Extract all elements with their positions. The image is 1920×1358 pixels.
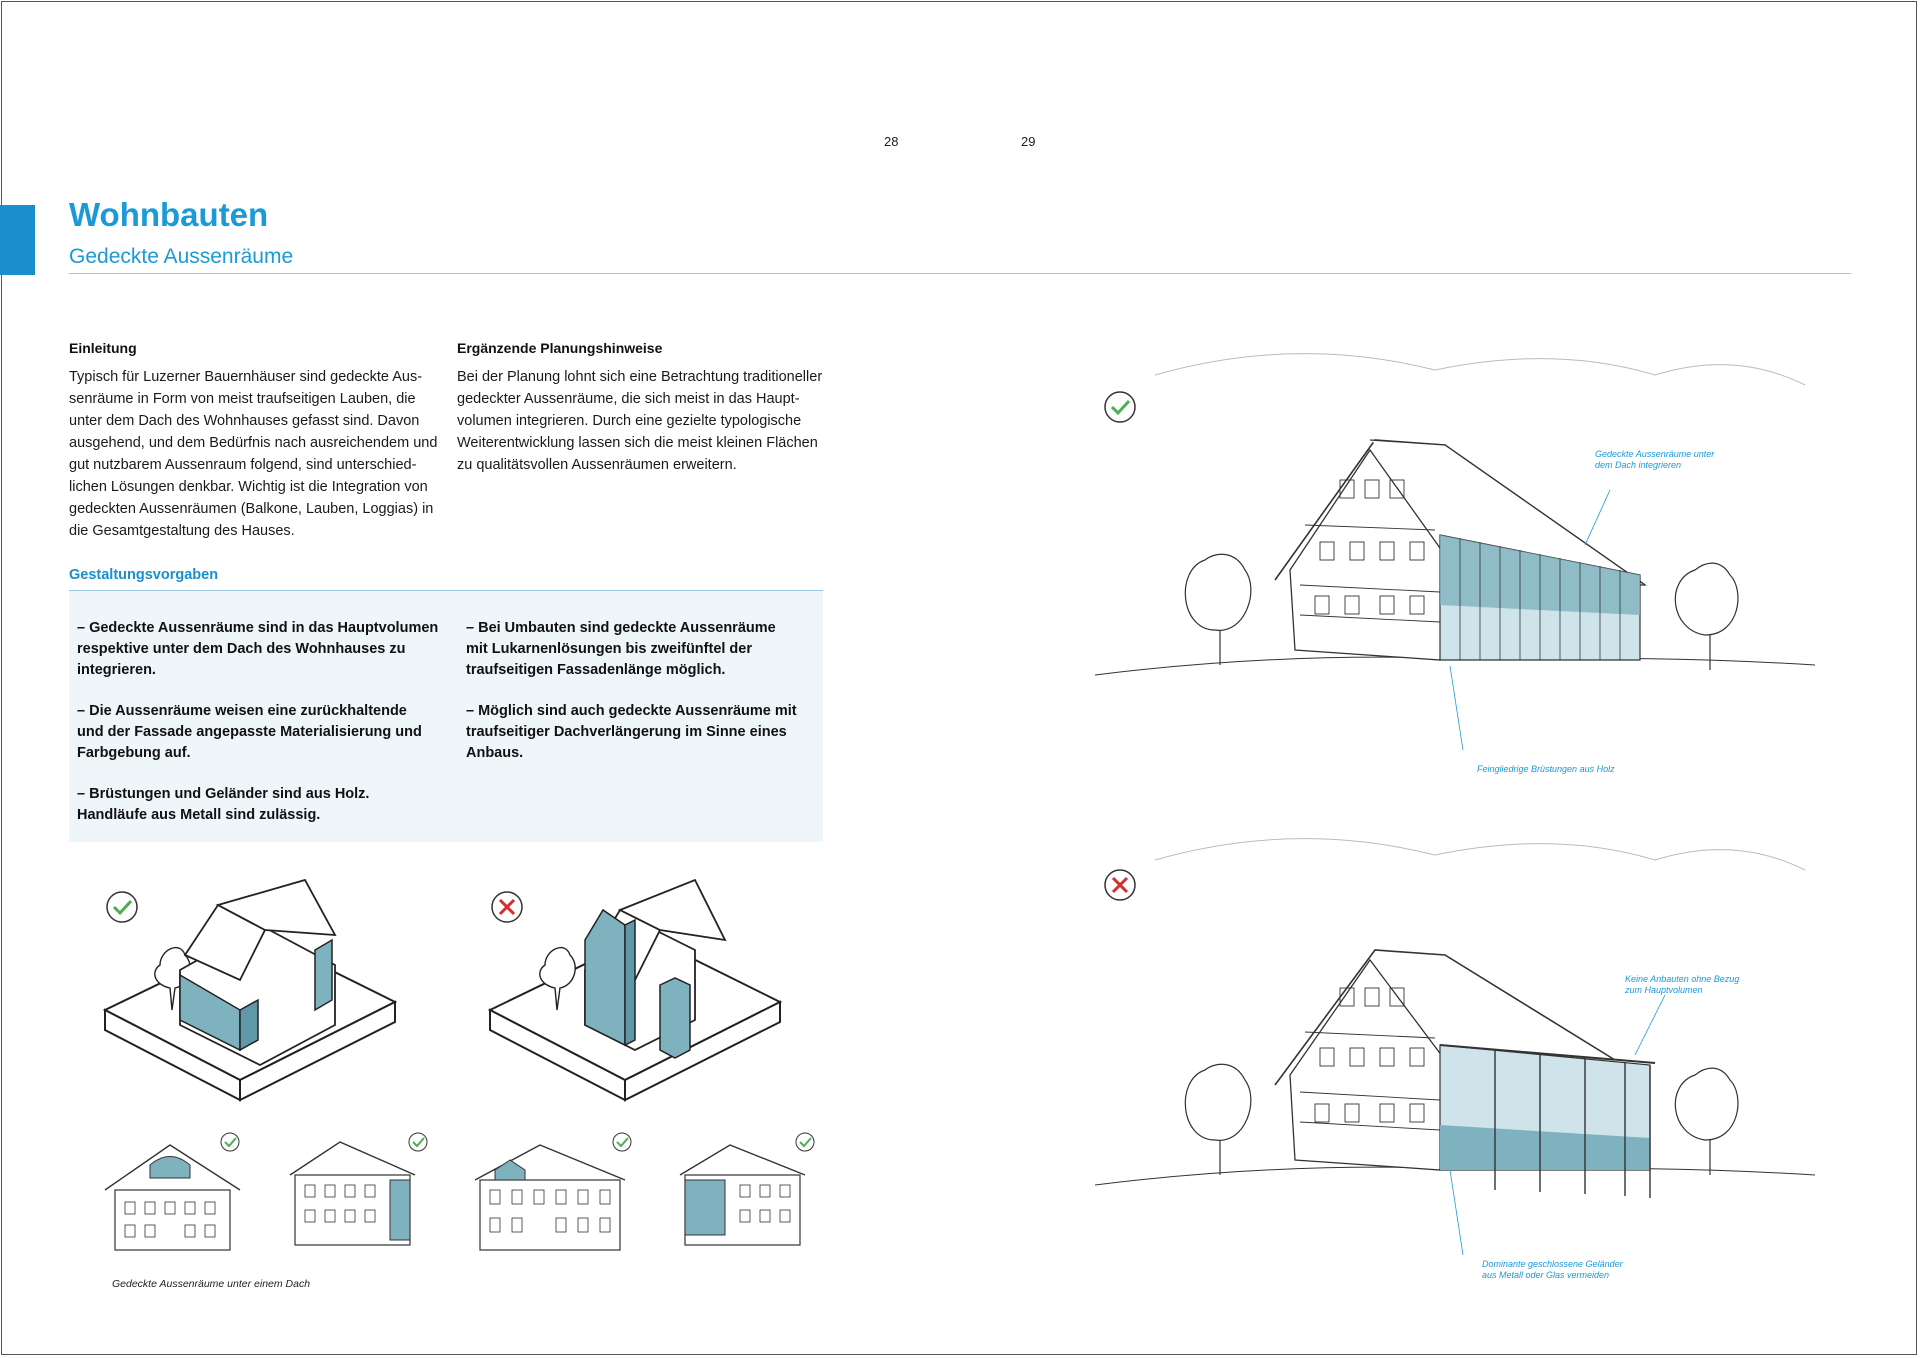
house-sketch: [290, 1142, 415, 1245]
check-icon: [613, 1133, 631, 1151]
cross-icon: [492, 892, 522, 922]
planungshinweise-heading: Ergänzende Planungshinweise: [457, 340, 663, 356]
check-icon: [409, 1133, 427, 1151]
tree: [1675, 1068, 1738, 1175]
vorgabe-item: – Brüstungen und Geländer sind aus Holz. Handläufe aus Metall sind zulässig.: [77, 786, 370, 823]
house-illustration-good: [1095, 330, 1855, 770]
house-sketch: [680, 1145, 805, 1245]
page-number-right: 29: [1021, 134, 1036, 149]
vorgabe-item: – Möglich sind auch gedeckte Aussenräume mit traufseitiger Dachverlängerung im Sinne eines Anbaus.: [466, 703, 797, 761]
section-marker: [0, 205, 35, 275]
gestaltungsvorgaben-heading: Gestaltungsvorgaben: [69, 567, 219, 583]
house-sketch: [475, 1145, 625, 1250]
annotation-bad-top: Keine Anbauten ohne Bezug zum Hauptvolumen: [1625, 974, 1740, 995]
annotation-bad-bottom: Dominante geschlossene Geländer aus Metall oder Glas vermeiden: [1482, 1259, 1623, 1280]
check-icon: [796, 1133, 814, 1151]
iso-diagram-bad: [485, 880, 805, 1110]
house-illustration-bad: [1095, 820, 1855, 1260]
page-title: Wohnbauten: [69, 196, 269, 233]
title-divider: [69, 273, 1851, 274]
einleitung-text: Typisch für Luzerner Bauernhäuser sind gedeckte Aus- senräume in Form von meist traufseitigen Lauben, die unter dem Dach des Wohnhauses gefasst sind. Davon ausgehend, und dem Bedürfnis nach ausreichendem und gut nutzbarem Aussenraum folgend, sind unterschied- lichen Lösungen denkbar. Wichtig ist die Integration von gedeckten Aussenräumen (Balkone, Lauben, Loggias) in die Gesamtgestaltung des Hauses.: [69, 369, 438, 539]
vorgabe-item: – Gedeckte Aussenräume sind in das Hauptvolumen respektive unter dem Dach des Wohnhauses zu integrieren.: [77, 620, 439, 678]
planungshinweise-text: Bei der Planung lohnt sich eine Betrachtung traditioneller gedeckter Aussenräume, die sich meist in das Haupt- volumen integrieren. Durch eine gezielte typologische Weiterentwicklung lassen sich die meist kleinen Flächen zu qualitätsvollen Aussenräumen erweitern.: [457, 369, 823, 473]
page-number-left: 28: [884, 134, 899, 149]
tree: [1185, 554, 1251, 665]
check-icon: [221, 1133, 239, 1151]
check-icon: [107, 892, 137, 922]
cross-icon: [1105, 870, 1135, 900]
einleitung-heading: Einleitung: [69, 340, 137, 356]
house-sketches-row: [100, 1130, 820, 1260]
tree: [1185, 1064, 1251, 1175]
annotation-good-top: Gedeckte Aussenräume unter dem Dach integrieren: [1595, 449, 1715, 470]
vorgabe-item: – Die Aussenräume weisen eine zurückhaltende und der Fassade angepasste Materialisierung und Farbgebung auf.: [77, 703, 422, 761]
check-icon: [1105, 392, 1135, 422]
house-sketch: [105, 1145, 240, 1250]
tree: [1675, 563, 1738, 670]
left-caption: Gedeckte Aussenräume unter einem Dach: [112, 1278, 311, 1290]
annotation-good-bottom: Feingliedrige Brüstungen aus Holz: [1477, 764, 1615, 774]
page-subtitle: Gedeckte Aussenräume: [69, 245, 294, 268]
vorgabe-item: – Bei Umbauten sind gedeckte Aussenräume mit Lukarnenlösungen bis zweifünftel der traufseitigen Fassadenlänge möglich.: [466, 620, 776, 678]
iso-diagram-good: [100, 880, 420, 1110]
